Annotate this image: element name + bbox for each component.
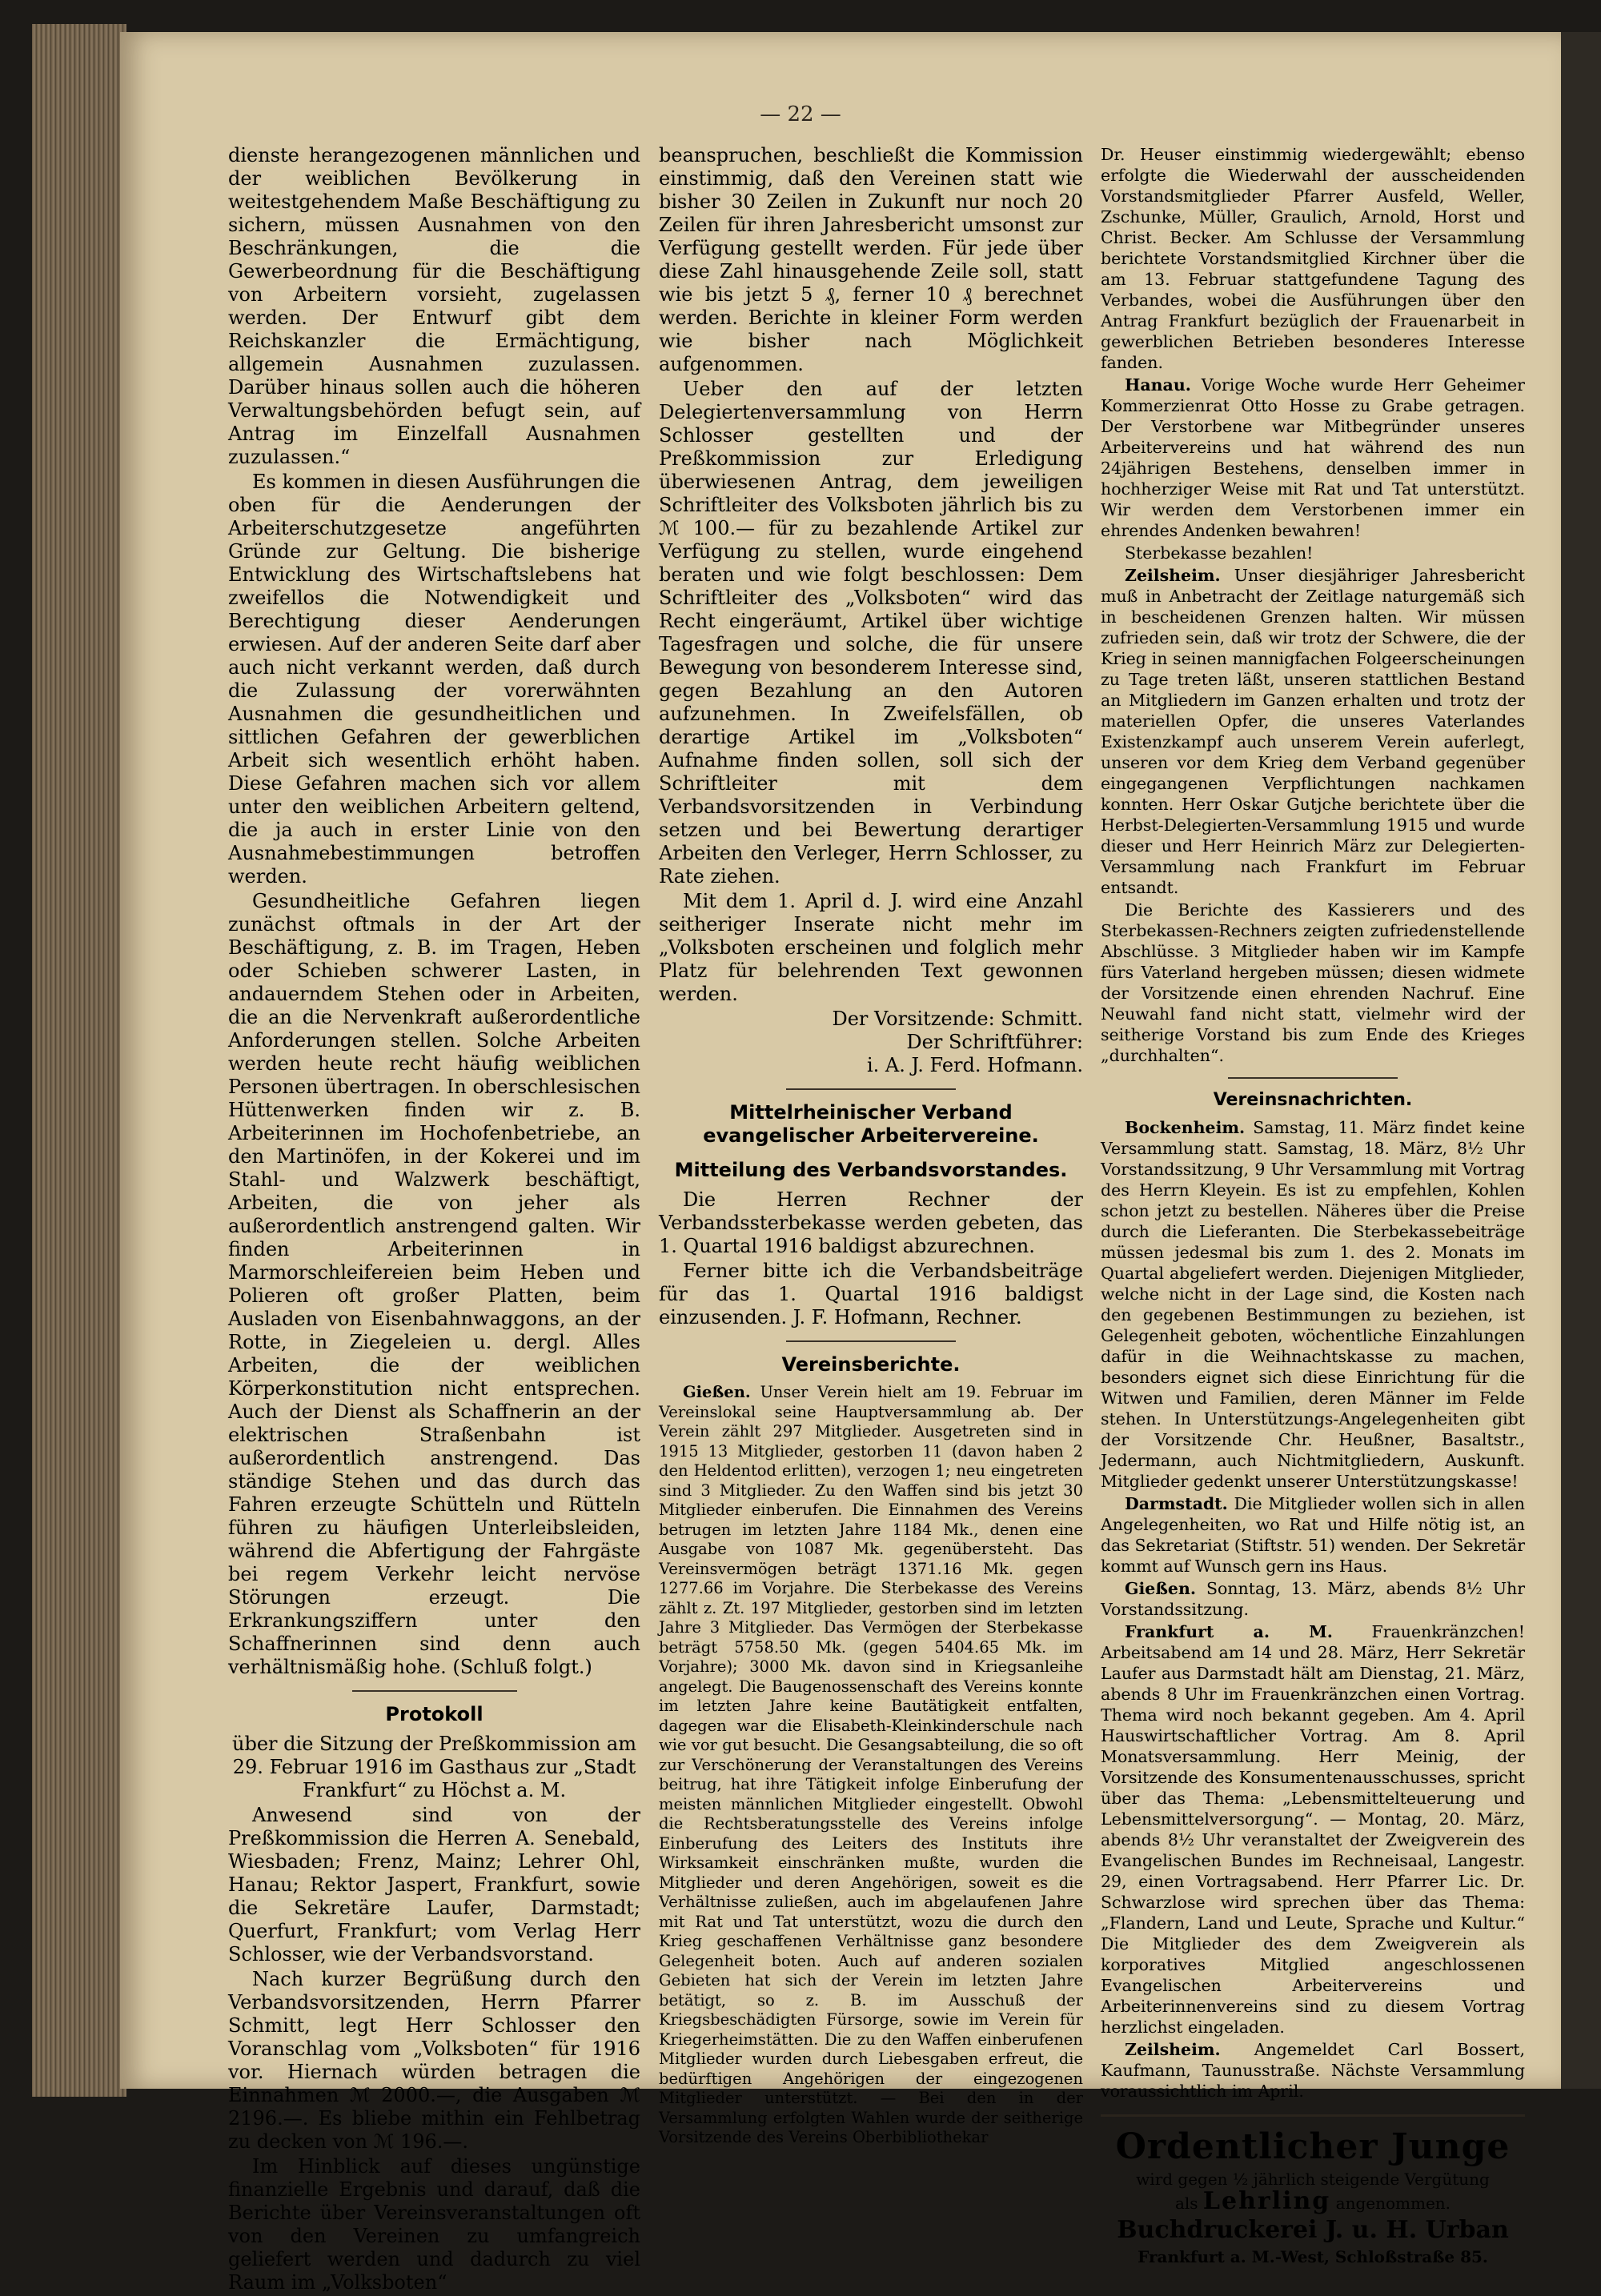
place-name: Darmstadt. [1125,1494,1228,1513]
page-number: — 22 — [760,102,841,126]
vereinsberichte-heading: Vereinsberichte. [781,1353,961,1376]
protokoll-paragraph: Im Hinblick auf dieses ungünstige finanzielle Ergebnis und darauf, daß die Berichte über Vereinsveranstaltungen oft von den Vereinen zu umfangreich geliefert werden und dadurch zu viel Raum im „Volksboten“ [228,2155,640,2294]
ad-position: Lehrling [1202,2187,1331,2215]
place-name: Frankfurt a. M. [1125,1622,1333,1641]
report-text: Unser diesjähriger Jahresbericht muß in Anbetracht der Zeitlage naturgemäß sich in bescheidenen Grenzen halten. Wir müssen zufrieden sein, daß wir trotz der Schwere, die der Krieg in seinen mannigfachen Folgeerscheinungen zu Tage treten läßt, unseren stattlichen Bestand an Mitgliedern im Ganzen erhalten und trotz der materiellen Opfer, die unseres Vaterlandes Existenzkampf auch unserem Verein auferlegt, unseren vor dem Krieg dem Verband gegenüber eingegangenen Verpflichtungen nachkamen konnten. Herr Oskar Gutjche berichtete über die Herbst-Delegierten-Versammlung 1915 und wurde dieser und Herr Heinrich März zur Delegierten-Versammlung nach Frankfurt im Februar entsandt. [1101,566,1525,897]
news-text: Samstag, 11. März findet keine Versammlung statt. Samstag, 18. März, 8½ Uhr Vorstandssitzung, 9 Uhr Versammlung mit Vortrag des Herrn Kleyein. Es ist zu empfehlen, Kohlen schon jetzt zu bestellen. Näheres über die Preise durch die Lieferanten. Die Sterbekassebeiträge müssen jedesmal bis zum 1. des 2. Monats im Quartal abgeliefert werden. Diejenigen Mitglieder, welche nicht in der Lage sind, die Kosten nach den gegebenen Bestimmungen zu beziehen, ist Gelegenheit geboten, wöchentliche Einzahlungen dafür in die Weihnachtskasse zu machen, besonders eignet sich diese Einrichtung für die Witwen und Familien, deren Männer im Felde stehen. In Unterstützungs-Angelegenheiten gibt der Vorsitzende Chr. Heußner, Basaltstr., Jedermann, auch Nichtmitgliedern, Auskunft. Mitglieder gedenkt unserer Unterstützungskasse! [1101,1118,1525,1491]
news-item [1101,1621,1525,2038]
protokoll-paragraph: beanspruchen, beschließt die Kommission einstimmig, daß den Vereinen statt wie bisher 30 Zeilen in Zukunft nur noch 20 Zeilen für ihren Jahresbericht umsonst zur Verfügung gestellt werden. Für jede über diese Zahl hinausgehende Zeile soll, statt wie bis jetzt 5 ₰, ferner 10 ₰ berechnet werden. Berichte in kleiner Form werden wie bisher nach Möglichkeit aufgenommen. [659,144,1083,375]
news-item [1101,2039,1525,2102]
divider [786,1340,956,1342]
report-zeilsheim-2: Die Berichte des Kassierers und des Sterbekassen-Rechners zeigten zufriedenstellende Abschlüsse. 3 Mitglieder haben wir im Kampfe fürs Vaterland hergeben müssen; diesen widmete der Vorsitzende einen ehrenden Nachruf. Eine Neuwahl fand nicht statt, vielmehr wird der seitherige Vorstand bis zum Ende des Krieges „durchhalten“. [1101,900,1525,1065]
ad-line: wird gegen ½ jährlich steigende Vergütung [1136,2170,1490,2189]
place-name: Hanau. [1125,375,1191,395]
column-2 [659,144,1083,2150]
mitteilung-heading: Mitteilung des Verbandsvorstandes. [674,1159,1068,1181]
place-name: Zeilsheim. [1125,2040,1221,2059]
news-text: Angemeldet Carl Bossert, Kaufmann, Taunusstraße. Nächste Versammlung voraussichtlich im April. [1101,2040,1525,2101]
protokoll-paragraph: Mit dem 1. April d. J. wird eine Anzahl seitheriger Inserate nicht mehr im „Volksboten erscheinen und folglich mehr Platz für belehrenden Text gewonnen werden. [659,890,1083,1005]
news-item [1101,1493,1525,1577]
book-edge [32,24,126,2097]
protokoll-paragraph: Ueber den auf der letzten Delegiertenversammlung von Herrn Schlosser gestellten und der Preßkommission zur Erledigung überwiesenen Antrag, dem jeweiligen Schriftleiter des Volksboten jährlich bis zu ℳ 100.— für zu bezahlende Artikel zur Verfügung zu stellen, wurde eingehend beraten und wie folgt beschlossen: Dem Schriftleiter des „Volksboten“ wird das Recht eingeräumt, Artikel über wichtige Tagesfragen und solche, die für unsere Bewegung von besonderem Interesse sind, gegen Bezahlung an den Autoren aufzunehmen. In Zweifelsfällen, ob derartige Artikel im „Volksboten“ Aufnahme finden sollen, soll sich der Schriftleiter mit dem Verbandsvorsitzenden in Verbindung setzen und bei Bewertung derartiger Arbeiten den Verleger, Herrn Schlosser, zu Rate ziehen. [659,378,1083,888]
report-zeilsheim [1101,565,1525,898]
ad-title: Ordentlicher Junge [1115,2126,1511,2167]
signature-secretary-label: Der Schriftführer: [906,1031,1083,1053]
column-1 [228,144,640,2296]
advertisement [1101,2114,1525,2267]
protokoll-intro: über die Sitzung der Preßkommission am 29. Februar 1916 im Gasthaus zur „Stadt Frankfurt“ zu Höchst a. M. [232,1733,636,1801]
place-name: Gießen. [1125,1579,1196,1598]
article-paragraph: dienste herangezogenen männlichen und der weiblichen Bevölkerung in weitestgehendem Maße Beschäftigung zu sichern, müssen Ausnahmen von den Beschränkungen, die die Gewerbeordnung für die Beschäftigung von Arbeitern vorsieht, zugelassen werden. Der Entwurf gibt dem Reichskanzler die Ermächtigung, allgemein Ausnahmen zuzulassen. Darüber hinaus sollen auch die höheren Verwaltungsbehörden befugt sein, auf Antrag im Einzelfall Ausnahmen zuzulassen.“ [228,144,640,468]
ad-line-2 [1101,2187,1525,2215]
report-hanau [1101,375,1525,541]
place-name: Gießen. [683,1383,751,1401]
signature-secretary: i. A. J. Ferd. Hofmann. [866,1054,1083,1076]
report-hanau-note: Sterbekasse bezahlen! [1125,543,1314,563]
mitteilung-paragraph: Die Herren Rechner der Verbandssterbekasse werden gebeten, das 1. Quartal 1916 baldigst abzurechnen. [659,1188,1083,1257]
protokoll-heading: Protokoll [385,1703,484,1725]
news-text: Die Mitglieder wollen sich in allen Angelegenheiten, wo Rat und Hilfe nötig ist, an das Sekretariat (Stiftstr. 51) wenden. Der Sekretär kommt auf Wunsch gern ins Haus. [1101,1494,1525,1576]
divider [1228,1077,1398,1079]
divider [786,1088,956,1090]
protokoll-paragraph: Anwesend sind von der Preßkommission die Herren A. Senebald, Wiesbaden; Frenz, Mainz; Lehrer Ohl, Hanau; Rektor Jaspert, Frankfurt, sowie die Sekretäre Laufer, Darmstadt; Querfurt, Frankfurt; vom Verlag Herr Schlosser, wie der Verbandsvorstand. [228,1804,640,1965]
news-item [1101,1117,1525,1492]
news-text: Sonntag, 13. März, abends 8½ Uhr Vorstandssitzung. [1101,1579,1525,1619]
ad-text: angenommen. [1335,2194,1451,2213]
ad-text: als [1174,2194,1198,2213]
article-paragraph: Es kommen in diesen Ausführungen die oben für die Aenderungen der Arbeiterschutzgesetze angeführten Gründe zur Geltung. Die bisherige Entwicklung des Wirtschaftslebens hat zweifellos die Notwendigkeit und Berechtigung dieser Aenderungen erwiesen. Auf der anderen Seite darf aber auch nicht verkannt werden, daß durch die Zulassung der vorerwähnten Ausnahmen die gesundheitlichen und sittlichen Gefahren der gewerblichen Arbeit sich wesentlich erhöht haben. Diese Gefahren machen sich vor allem unter den weiblichen Arbeitern geltend, die ja auch in erster Linie von den Ausnahmebestimmungen betroffen werden. [228,471,640,888]
news-item [1101,1578,1525,1620]
book-spine-right [1561,32,1601,2089]
ad-address: Frankfurt a. M.-West, Schloßstraße 85. [1138,2247,1488,2266]
column-3 [1101,144,1525,2267]
report-text: Unser Verein hielt am 19. Februar im Vereinslokal seine Hauptversammlung ab. Der Verein zählt 297 Mitglieder. Ausgetreten sind in 1915 13 Mitglieder, gestorben 11 (davon haben 2 den Heldentod erlitten), verzogen 1; neu eingetreten sind 3 Mitglieder. Zu den Waffen sind bis jetzt 30 Mitglieder einberufen. Die Einnahmen des Vereins betrugen im letzten Jahre 1184 Mk., denen eine Ausgabe von 1087 Mk. gegenübersteht. Das Vereinsvermögen beträgt 1371.16 Mk. gegen 1277.66 im Vorjahre. Die Sterbekasse des Vereins zählt z. Zt. 197 Mitglieder, gestorben sind im letzten Jahre 3 Mitglieder. Das Vermögen der Sterbekasse beträgt 5758.50 Mk. (gegen 5404.65 Mk. im Vorjahre); 3000 Mk. davon sind in Kriegsanleihe angelegt. Die Baugenossenschaft des Vereins konnte im letzten Jahre keine Bautätigkeit entfalten, dagegen war die Elisabeth-Kleinkinderschule nach wie vor gut besucht. Die Gesangsabteilung, die so oft zur Verschönerung der Veranstaltungen des Vereins beitrug, hat ihre Tätigkeit infolge Einberufung der meisten männlichen Mitglieder eingestellt. Obwohl die Rechtsberatungsstelle des Vereins infolge Einberufung des Leiters des Instituts ihre Wirksamkeit einschränken mußte, wurden die Mitglieder und deren Angehörigen, soweit es die Verhältnisse zuließen, auch im abgelaufenen Jahre mit Rat und Tat unterstützt, wozu die durch den Krieg geschaffenen Verhältnisse ganz besondere Gelegenheit boten. Auch auf anderen sozialen Gebieten hat sich der Verein im letzten Jahre betätigt, so z. B. im Ausschuß der Kriegsbeschädigten Fürsorge, sowie im Verein für Kriegerheimstätten. Die zu den Waffen einberufenen Mitglieder wurden durch Liebesgaben erfreut, die bedürftigen Angehörigen der eingezogenen Mitglieder unterstützt. — Bei den in der Versammlung erfolgten Wahlen wurde der seitherige Vorsitzende des Vereins Oberbibliothekar [659,1383,1083,2146]
news-text: Frauenkränzchen! Arbeitsabend am 14 und 28. März, Herr Sekretär Laufer aus Darmstadt hält am Dienstag, 21. März, abends 8 Uhr im Frauenkränzchen einen Vortrag. Thema wird noch bekannt gegeben. Am 4. April Hauswirtschaftlicher Vortrag. Am 8. April Monatsversammlung. Herr Meinig, der Vorsitzende des Konsumentenausschusses, spricht über das Thema: „Lebensmittelteuerung und Lebensmittelversorgung“. — Montag, 20. März, abends 8½ Uhr veranstaltet der Zweigverein des Evangelischen Bundes im Rechneisaal, Langestr. 29, einen Vortragsabend. Herr Pfarrer Lic. Dr. Schwarzlose wird sprechen über das Thema: „Flandern, Land und Leute, Sprache und Kultur.“ Die Mitglieder des dem Zweigverein als korporatives Mitglied angeschlossenen Evangelischen Arbeitervereins und Arbeiterinnenvereins sind zu diesem Vortrag herzlichst eingeladen. [1101,1622,1525,2037]
article-paragraph: Gesundheitliche Gefahren liegen zunächst oftmals in der Art der Beschäftigung, z. B. im Tragen, Heben oder Schieben schwerer Lasten, in andauerndem Stehen oder in Arbeiten, die an die Nervenkraft außerordentliche Anforderungen stellen. Solche Arbeiten werden heute recht häufig weiblichen Personen übertragen. In oberschlesischen Hüttenwerken finden wir z. B. Arbeiterinnen im Hochofenbetriebe, an den Martinöfen, in der Kokerei und im Stahl- und Walzwerk beschäftigt, Arbeiten, die von jeher als außerordentlich anstrengend galten. Wir finden Arbeiterinnen in Marmorschleifereien beim Heben und Polieren oft großer Platten, beim Ausladen von Eisenbahnwaggons, an der Rotte, in Ziegeleien u. dergl. Alles Arbeiten, die der weiblichen Körperkonstitution nicht entsprechen. Auch der Dienst als Schaffnerin an der elektrischen Straßenbahn ist außerordentlich anstrengend. Das ständige Stehen und das durch das Fahren erzeugte Schütteln und Rütteln führen zu häufigen Unterleibsleiden, während die Abfertigung der Fahrgäste bei regem Verkehr leicht nervöse Störungen erzeugt. Die Erkrankungsziffern unter den Schaffnerinnen sind denn auch verhältnismäßig hohe. (Schluß folgt.) [228,890,640,1678]
place-name: Bockenheim. [1125,1118,1246,1137]
report-giessen-continued: Dr. Heuser einstimmig wiedergewählt; ebenso erfolgte die Wiederwahl der ausscheidenden Vorstandsmitglieder Pfarrer Ausfeld, Weller, Zschunke, Müller, Graulich, Arnold, Horst und Christ. Becker. Am Schlusse der Versammlung berichtete Vorstandsmitglied Kirchner über die am 13. Februar stattgefundene Tagung des Verbandes, wobei die Ausführungen über den Antrag Frankfurt bezüglich der Frauenarbeit in gewerblichen Betrieben besonderes Interesse fanden. [1101,145,1525,372]
divider [352,1690,517,1692]
report-giessen [659,1383,1083,2148]
signature-chairman: Der Vorsitzende: Schmitt. [832,1008,1083,1030]
report-text: Vorige Woche wurde Herr Geheimer Kommerzienrat Otto Hosse zu Grabe getragen. Der Verstorbene war Mitbegründer unseres Arbeitervereins und hat während des nun 24jährigen Bestehens, denselben immer in hochherziger Weise mit Rat und Tat unterstützt. Wir werden dem Verstorbenen immer ein ehrendes Andenken bewahren! [1101,375,1525,540]
protokoll-paragraph: Nach kurzer Begrüßung durch den Verbandsvorsitzenden, Herrn Pfarrer Schmitt, legt Herr Schlosser den Voranschlag vom „Volksboten“ für 1916 vor. Hiernach würden betragen die Einnahmen ℳ 2000.—, die Ausgaben ℳ 2196.—. Es bliebe mithin ein Fehlbetrag zu decken von ℳ 196.—. [228,1968,640,2153]
mitteilung-paragraph: Ferner bitte ich die Verbandsbeiträge für das 1. Quartal 1916 baldigst einzusenden. J. F. Hofmann, Rechner. [659,1260,1083,1328]
mittelrhein-heading: Mittelrheinischer Verband evangelischer Arbeitervereine. [703,1101,1039,1147]
vereinsnachrichten-heading: Vereinsnachrichten. [1213,1090,1413,1110]
ad-printer: Buchdruckerei J. u. H. Urban [1117,2216,1509,2244]
place-name: Zeilsheim. [1125,566,1221,585]
